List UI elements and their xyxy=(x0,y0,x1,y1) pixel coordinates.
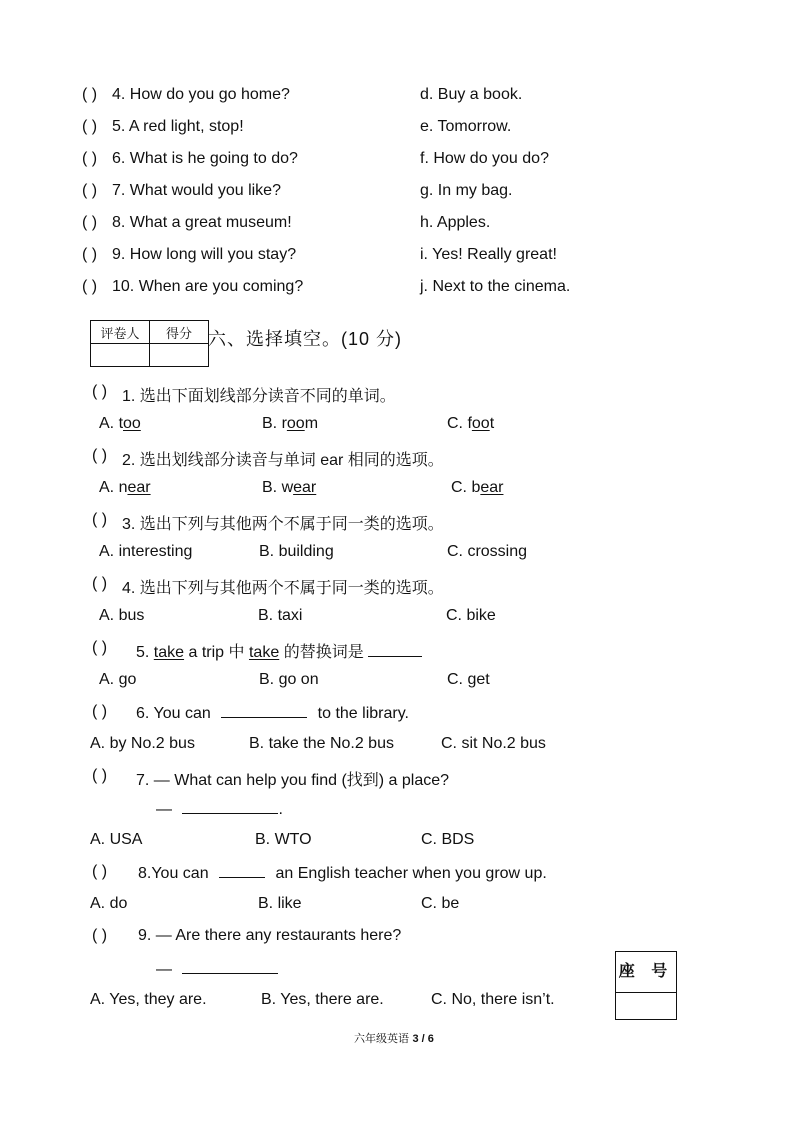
seat-number-box xyxy=(615,951,677,1020)
matching-answer: e. Tomorrow. xyxy=(420,118,512,135)
score-cell[interactable] xyxy=(150,344,209,367)
option-a: A. by No.2 bus xyxy=(90,735,195,752)
option-b: B. go on xyxy=(259,671,319,688)
option-a: A. interesting xyxy=(99,543,193,560)
question-stem: 4. 选出下列与其他两个不属于同一类的选项。 xyxy=(122,580,444,597)
answer-blank[interactable] xyxy=(368,642,422,657)
option-c: C. get xyxy=(447,671,490,688)
option-a: A. do xyxy=(90,895,128,912)
page-footer xyxy=(354,1030,434,1046)
matching-answer: i. Yes! Really great! xyxy=(420,246,557,263)
answer-paren[interactable]: ( ) xyxy=(82,150,98,167)
seat-label: 座 号 xyxy=(616,952,676,993)
answer-line: — xyxy=(156,959,278,979)
question-stem: 3. 选出下列与其他两个不属于同一类的选项。 xyxy=(122,516,444,533)
option-c: C. bike xyxy=(446,607,496,624)
matching-answer: g. In my bag. xyxy=(420,182,513,199)
option-b: B. Yes, there are. xyxy=(261,991,384,1008)
option-c: C. No, there isn’t. xyxy=(431,991,555,1008)
answer-paren[interactable]: ( ) xyxy=(92,447,108,464)
option-b: B. building xyxy=(259,543,334,560)
option-b: B. take the No.2 bus xyxy=(249,735,394,752)
question-stem: 8.You can an English teacher when you grow up. xyxy=(138,865,547,882)
option-b: B. like xyxy=(258,895,302,912)
option-a: A. USA xyxy=(90,831,143,848)
grader-cell[interactable] xyxy=(91,344,150,367)
matching-answer: j. Next to the cinema. xyxy=(420,278,571,295)
section-title: 六、选择填空。(10 分) xyxy=(208,329,403,349)
option-c: C. sit No.2 bus xyxy=(441,735,546,752)
answer-paren[interactable]: ( ) xyxy=(92,383,108,400)
option-c: C. be xyxy=(421,895,460,912)
answer-paren[interactable]: ( ) xyxy=(82,214,98,231)
matching-answer: f. How do you do? xyxy=(420,150,549,167)
option-b: B. room xyxy=(262,415,319,432)
matching-question: 9. How long will you stay? xyxy=(112,246,297,263)
answer-line: — . xyxy=(156,801,283,818)
answer-paren[interactable]: ( ) xyxy=(82,118,98,135)
answer-blank[interactable] xyxy=(182,799,278,814)
option-b: B. wear xyxy=(262,479,317,496)
answer-paren[interactable]: ( ) xyxy=(82,182,98,199)
answer-paren[interactable]: ( ) xyxy=(92,511,108,528)
matching-question: 6. What is he going to do? xyxy=(112,150,298,167)
page-number: 3 / 6 xyxy=(412,1033,434,1045)
answer-paren[interactable]: ( ) xyxy=(92,639,108,656)
matching-question: 7. What would you like? xyxy=(112,182,281,199)
answer-paren[interactable]: ( ) xyxy=(92,703,108,720)
option-c: C. crossing xyxy=(447,543,528,560)
answer-paren[interactable]: ( ) xyxy=(92,863,108,880)
question-stem: 7. — What can help you find (找到) a place? xyxy=(136,772,450,789)
answer-paren[interactable]: ( ) xyxy=(82,278,98,295)
answer-paren[interactable]: ( ) xyxy=(82,246,98,263)
score-label: 得分 xyxy=(150,321,209,344)
option-b: B. taxi xyxy=(258,607,303,624)
score-table xyxy=(90,320,209,367)
question-stem: 6. You can to the library. xyxy=(136,705,409,722)
question-stem: 9. — Are there any restaurants here? xyxy=(138,927,402,944)
question-stem: 5. take a trip 中 take 的替换词是 xyxy=(136,639,422,662)
matching-question: 5. A red light, stop! xyxy=(112,118,244,135)
option-a: A. near xyxy=(99,479,151,496)
option-a: A. Yes, they are. xyxy=(90,991,207,1008)
answer-blank[interactable] xyxy=(221,703,307,718)
answer-blank[interactable] xyxy=(219,863,265,878)
option-a: A. too xyxy=(99,415,141,432)
matching-answer: h. Apples. xyxy=(420,214,491,231)
question-stem: 2. 选出划线部分读音与单词 ear 相同的选项。 xyxy=(122,452,444,469)
answer-paren[interactable]: ( ) xyxy=(92,927,108,944)
option-b: B. WTO xyxy=(255,831,312,848)
matching-question: 10. When are you coming? xyxy=(112,278,304,295)
grader-label: 评卷人 xyxy=(91,321,150,344)
seat-number-cell[interactable] xyxy=(616,993,676,1019)
matching-question: 8. What a great museum! xyxy=(112,214,292,231)
option-a: A. bus xyxy=(99,607,145,624)
answer-blank[interactable] xyxy=(182,959,278,974)
matching-answer: d. Buy a book. xyxy=(420,86,523,103)
answer-paren[interactable]: ( ) xyxy=(92,767,108,784)
option-c: C. bear xyxy=(451,479,504,496)
option-c: C. foot xyxy=(447,415,495,432)
question-stem: 1. 选出下面划线部分读音不同的单词。 xyxy=(122,388,396,405)
matching-question: 4. How do you go home? xyxy=(112,86,290,103)
answer-paren[interactable]: ( ) xyxy=(82,86,98,103)
footer-text: 六年级英语 xyxy=(354,1032,409,1045)
option-c: C. BDS xyxy=(421,831,475,848)
option-a: A. go xyxy=(99,671,137,688)
answer-paren[interactable]: ( ) xyxy=(92,575,108,592)
